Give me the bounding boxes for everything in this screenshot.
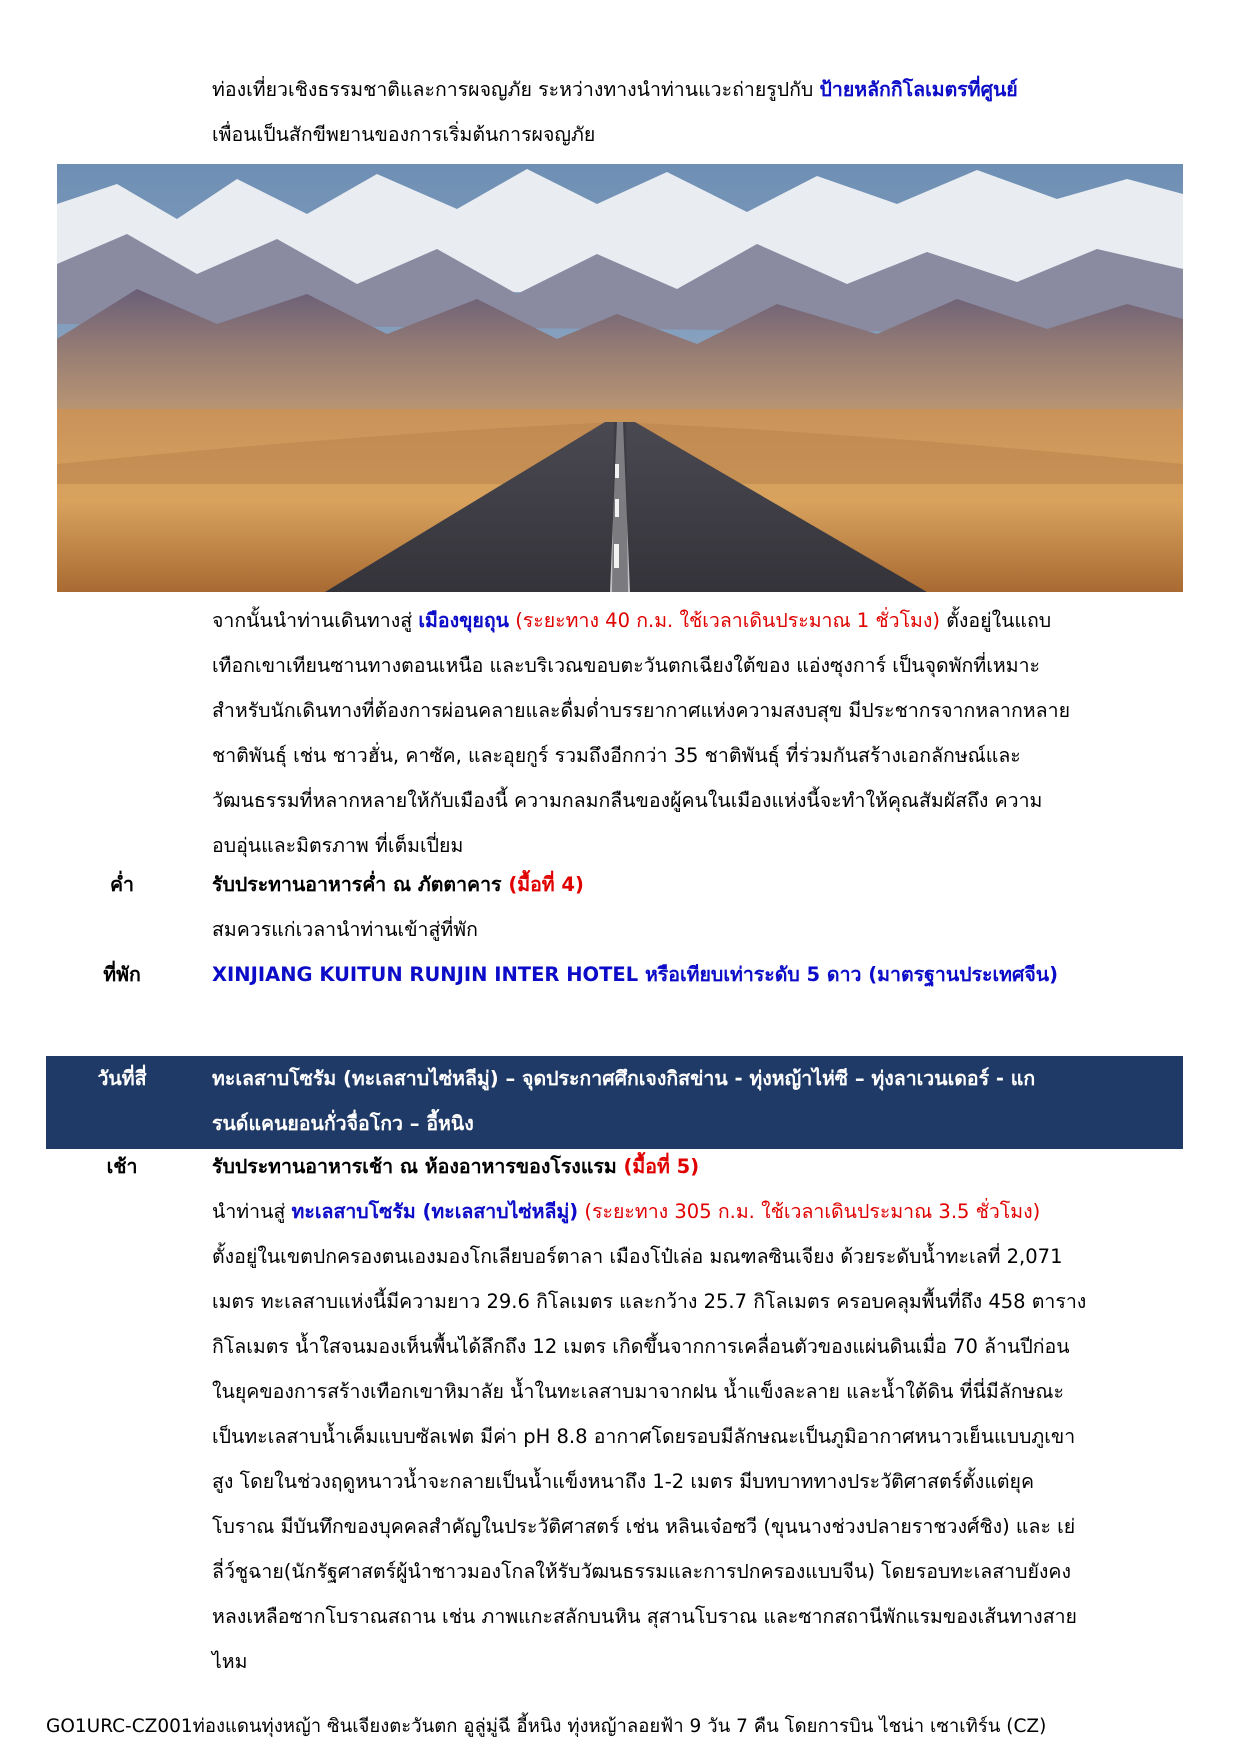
kuitun-place: เมืองขุยถุน <box>418 609 509 632</box>
intro-paragraph <box>212 67 1172 157</box>
sayram-line: ตั้งอยู่ในเขตปกครองตนเองมองโกเลียบอร์ตาลา เมืองโป๋เล่อ มณฑลซินเจียง ด้วยระดับน้ำทะเลที่ 2,071 <box>212 1245 1063 1268</box>
dinner-text: รับประทานอาหารค่ำ ณ ภัตตาคาร <box>212 873 509 896</box>
sayram-line-1 <box>212 1189 1172 1234</box>
page-footer: GO1URC-CZ001ท่องแดนทุ่งหญ้า ซินเจียงตะวันตก อูลู่มู่ฉี อี้หนิง ทุ่งหญ้าลอยฟ้า 9 วัน 7 คืน โดยการบิน ไชน่า เซาเทิร์น (CZ) <box>46 1716 1047 1737</box>
intro-line-1 <box>212 67 1172 112</box>
kuitun-line: วัฒนธรรมที่หลากหลายให้กับเมืองนี้ ความกลมกลืนของผู้คนในเมืองแห่งนี้จะทำให้คุณสัมผัสถึง ความ <box>212 789 1043 812</box>
sayram-lead: นำท่านสู่ <box>212 1200 292 1223</box>
day-4-title-line-1: ทะเลสาบโซรัม (ทะเลสาบไซ่หลีมู่) – จุดประกาศศึกเจงกิสข่าน - ทุ่งหญ้าไห่ซี – ทุ่งลาเวนเดอร์ - แก <box>212 1067 1036 1090</box>
sayram-place: ทะเลสาบโซรัม (ทะเลสาบไซ่หลีมู่) <box>291 1200 579 1223</box>
sayram-line: หลงเหลือซากโบราณสถาน เช่น ภาพแกะสลักบนหิน สุสานโบราณ และซากสถานีพักแรมของเส้นทางสาย <box>212 1605 1077 1628</box>
breakfast-meal-count: (มื้อที่ 5) <box>623 1155 700 1178</box>
kuitun-line-1-tail: ตั้งอยู่ในแถบ <box>940 609 1052 632</box>
desert-road-photo <box>57 164 1183 592</box>
sayram-line: กิโลเมตร น้ำใสจนมองเห็นพื้นได้ลึกถึง 12 เมตร เกิดขึ้นจากการเคลื่อนตัวของแผ่นดินเมื่อ 70 ล้านปีก่อน <box>212 1335 1070 1358</box>
sayram-line: ไหม <box>212 1650 248 1673</box>
kuitun-line-1 <box>212 598 1172 643</box>
breakfast-label: เช้า <box>106 1155 138 1178</box>
sayram-line: โบราณ มีบันทึกของบุคคลสำคัญในประวัติศาสตร์ เช่น หลินเจ๋อซวี (ขุนนางช่วงปลายราชวงศ์ชิง) และ เย่ <box>212 1515 1076 1538</box>
sayram-line: ลี่ว์ชูฉาย(นักรัฐศาสตร์ผู้นำชาวมองโกลให้รับวัฒนธรรมและการปกครองแบบจีน) โดยรอบทะเลสาบยังคง <box>212 1560 1071 1583</box>
day-4-label: วันที่สี่ <box>97 1067 147 1090</box>
sayram-line: เป็นทะเลสาบน้ำเค็มแบบซัลเฟต มีค่า pH 8.8 อากาศโดยรอบมีลักษณะเป็นภูมิอากาศหนาวเย็นแบบภูเขา <box>212 1425 1076 1448</box>
kuitun-paragraph <box>212 598 1172 868</box>
dinner-row <box>212 862 584 907</box>
dinner-note: สมควรแก่เวลานำท่านเข้าสู่ที่พัก <box>212 918 478 941</box>
intro-line-1-text: ท่องเที่ยวเชิงธรรมชาติและการผจญภัย ระหว่างทางนำท่านแวะถ่ายรูปกับ <box>212 78 820 101</box>
hotel-label: ที่พัก <box>103 963 141 986</box>
kilometer-zero-sign: ป้ายหลักกิโลเมตรที่ศูนย์ <box>819 78 1018 101</box>
kuitun-distance: (ระยะทาง 40 ก.ม. ใช้เวลาเดินประมาณ 1 ชั่วโมง) <box>509 609 941 632</box>
day-4-title-line-2: รนด์แคนยอนกั่วจื่อโกว – อี้หนิง <box>212 1112 474 1135</box>
breakfast-text: รับประทานอาหารเช้า ณ ห้องอาหารของโรงแรม <box>212 1155 624 1178</box>
sayram-distance: (ระยะทาง 305 ก.ม. ใช้เวลาเดินประมาณ 3.5 ชั่วโมง) <box>578 1200 1041 1223</box>
kuitun-line: เทือกเขาเทียนซานทางตอนเหนือ และบริเวณขอบตะวันตกเฉียงใต้ของ แอ่งซุงการ์ เป็นจุดพักที่เหมาะ <box>212 654 1041 677</box>
sayram-paragraph <box>212 1189 1172 1684</box>
kuitun-line: อบอุ่นและมิตรภาพ ที่เต็มเปี่ยม <box>212 834 464 857</box>
kuitun-line: ชาติพันธุ์ เช่น ชาวฮั่น, คาซัค, และอุยกูร์ รวมถึงอีกกว่า 35 ชาติพันธุ์ ที่ร่วมกันสร้างเอกลักษณ์และ <box>212 744 1021 767</box>
dinner-meal-count: (มื้อที่ 4) <box>508 873 584 896</box>
sayram-line: สูง โดยในช่วงฤดูหนาวน้ำจะกลายเป็นน้ำแข็งหนาถึง 1-2 เมตร มีบทบาททางประวัติศาสตร์ตั้งแต่ยุค <box>212 1470 1035 1493</box>
sayram-line: เมตร ทะเลสาบแห่งนี้มีความยาว 29.6 กิโลเมตร และกว้าง 25.7 กิโลเมตร ครอบคลุมพื้นที่ถึง 458 ตาราง <box>212 1290 1087 1313</box>
kuitun-lead: จากนั้นนำท่านเดินทางสู่ <box>212 609 419 632</box>
dinner-label: ค่ำ <box>110 873 134 896</box>
sayram-line: ในยุคของการสร้างเทือกเขาหิมาลัย น้ำในทะเลสาบมาจากฝน น้ำแข็งละลาย และน้ำใต้ดิน ที่นี่มีลักษณะ <box>212 1380 1064 1403</box>
hotel-name: XINJIANG KUITUN RUNJIN INTER HOTEL หรือเทียบเท่าระดับ 5 ดาว (มาตรฐานประเทศจีน) <box>212 963 1059 986</box>
day-4-banner <box>46 1056 1183 1149</box>
breakfast-row <box>212 1144 699 1189</box>
kuitun-line: สำหรับนักเดินทางที่ต้องการผ่อนคลายและดื่มด่ำบรรยากาศแห่งความสงบสุข มีประชากรจากหลากหลาย <box>212 699 1070 722</box>
day-4-title <box>212 1056 1172 1146</box>
intro-line-2: เพื่อนเป็นสักขีพยานของการเริ่มต้นการผจญภัย <box>212 123 596 146</box>
